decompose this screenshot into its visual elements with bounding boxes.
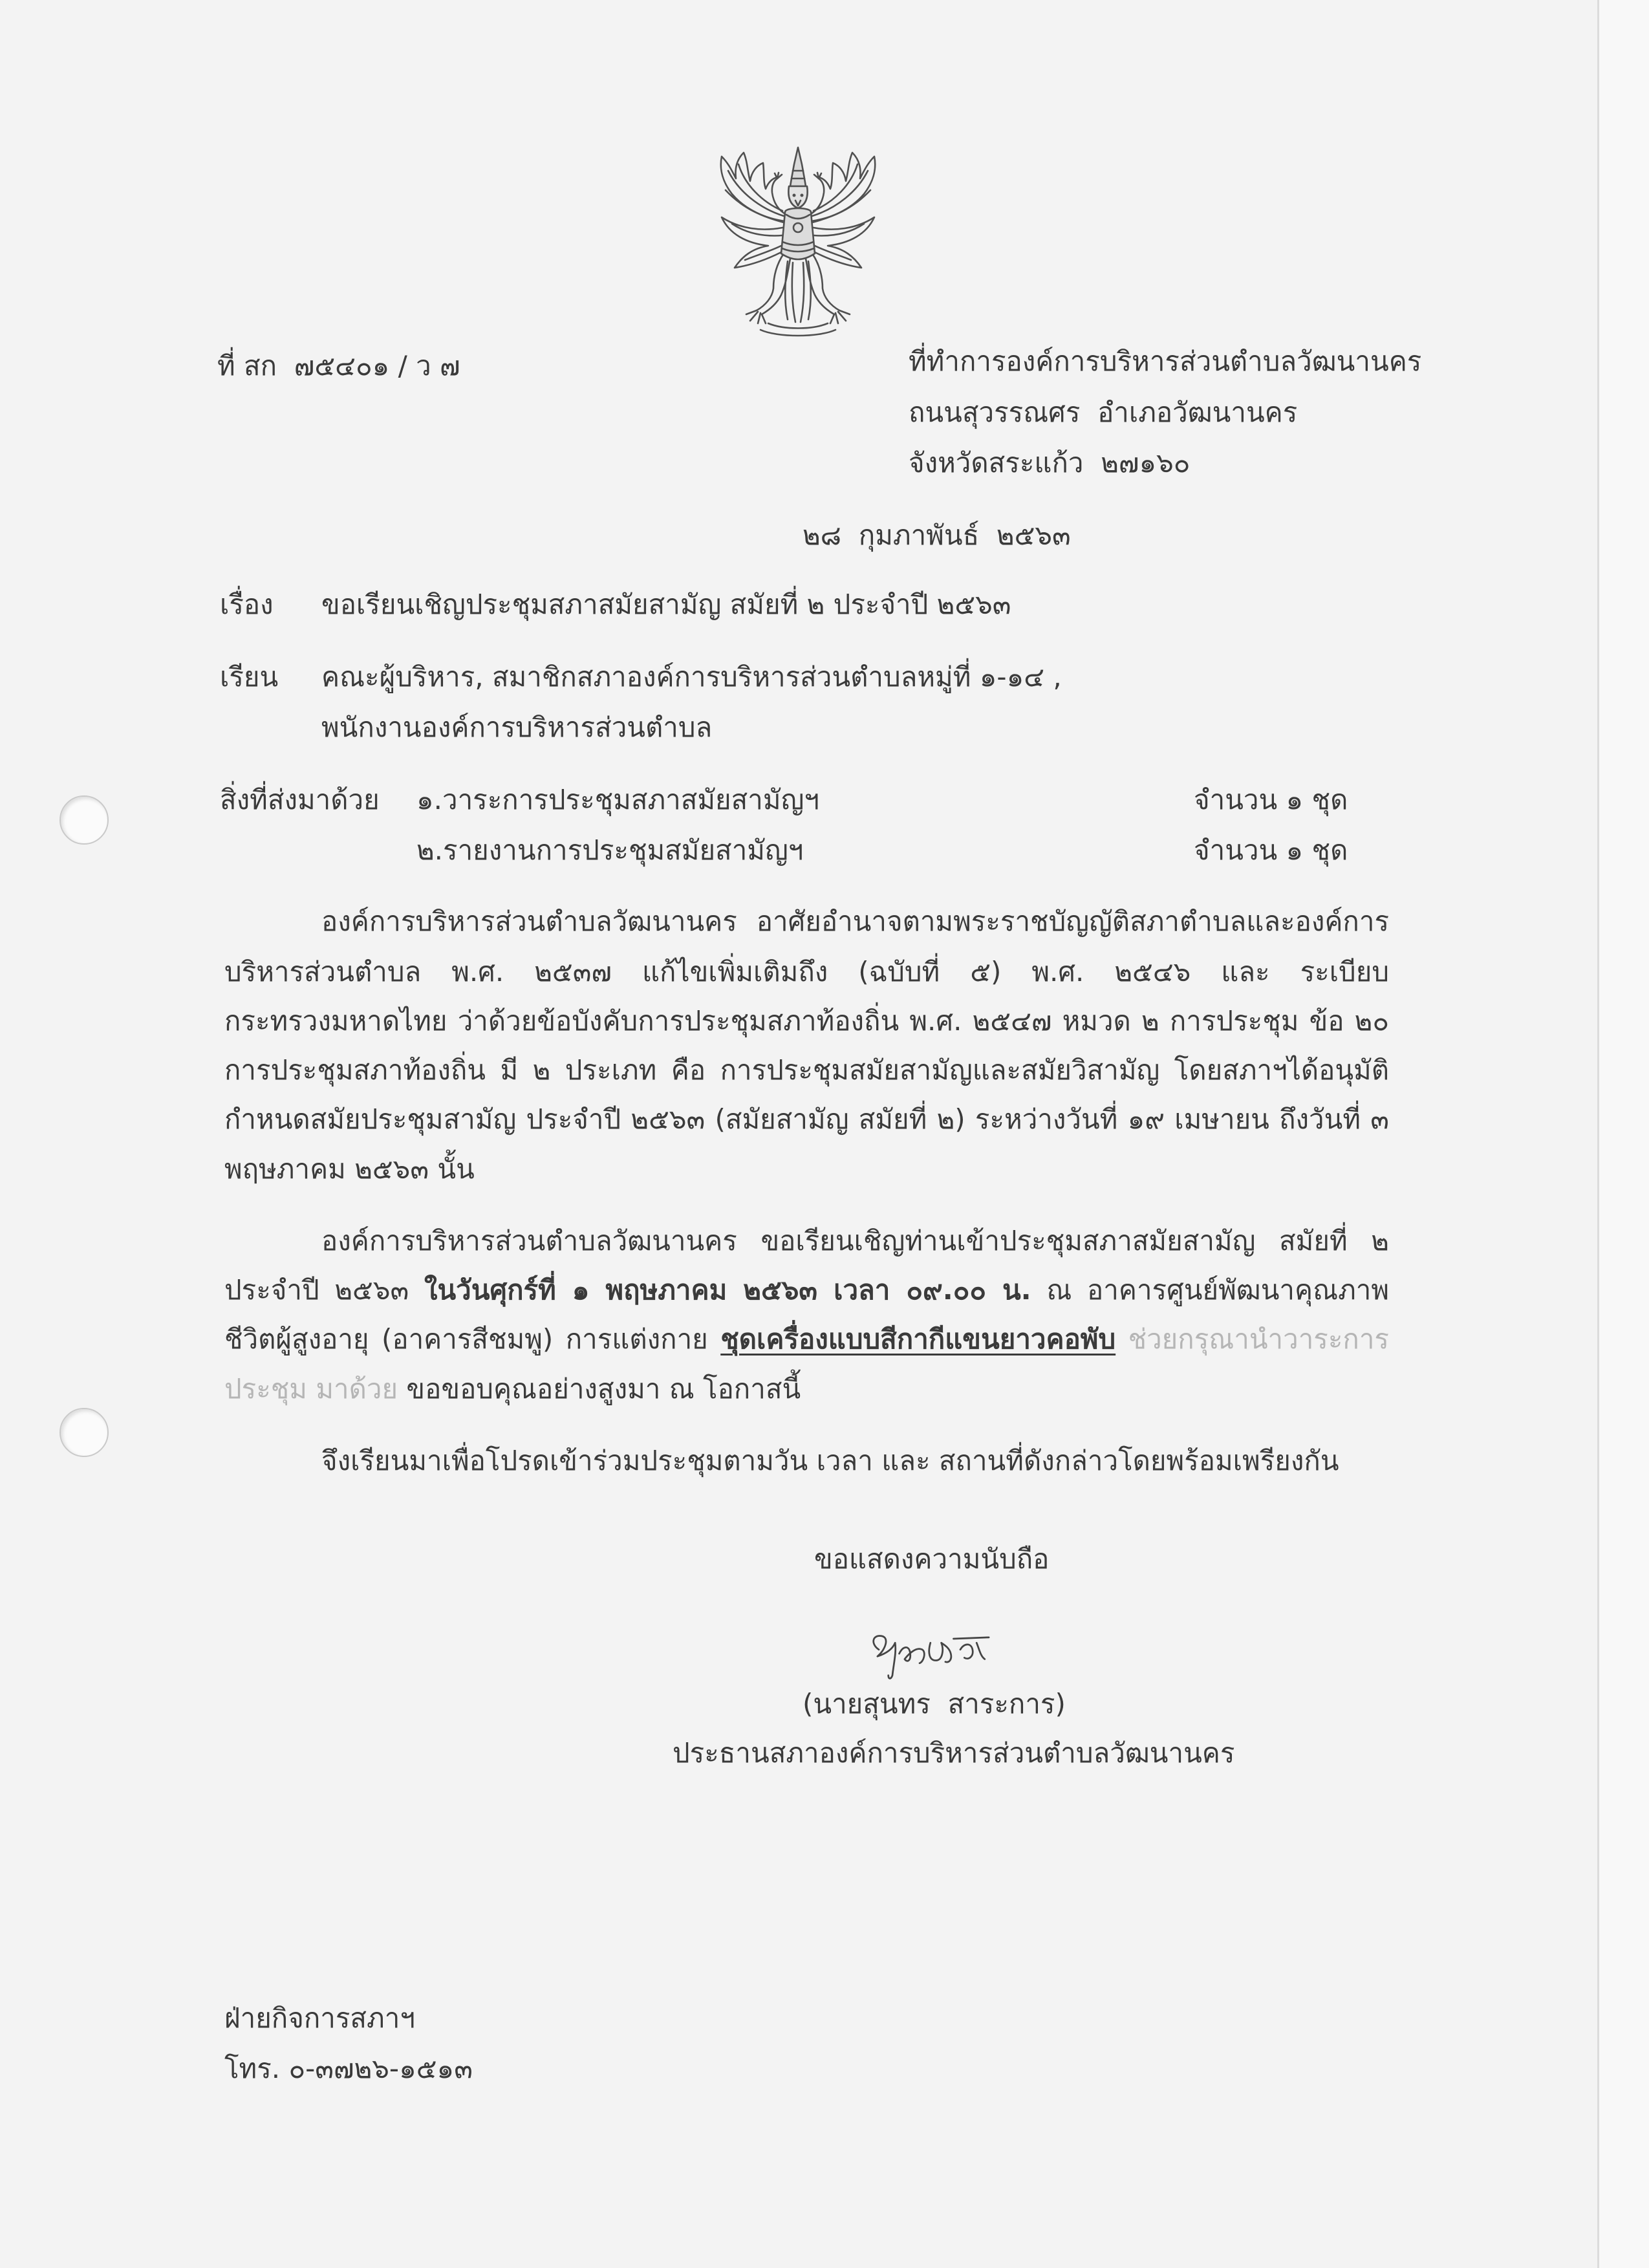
- text-segment: ขอขอบคุณอย่างสูงมา ณ โอกาสนี้: [406, 1373, 801, 1405]
- text-segment: ประจำปี ๒๕๖๓: [224, 1274, 409, 1306]
- office-address-line: จังหวัดสระแก้ว ๒๗๑๖๐: [909, 447, 1191, 479]
- enclosure-quantity: จำนวน ๑ ชุด: [1194, 784, 1348, 815]
- meeting-datetime-bold: ในวันศุกร์ที่ ๑ พฤษภาคม ๒๕๖๓ เวลา ๐๙.๐๐ น.: [424, 1274, 1031, 1306]
- enclosure-item: ๒.รายงานการประชุมสมัยสามัญฯ: [416, 834, 804, 866]
- punch-hole: [59, 795, 109, 845]
- subject-text: ขอเรียนเชิญประชุมสภาสมัยสามัญ สมัยที่ ๒ ประจำปี ๒๕๖๓: [321, 589, 1011, 620]
- paragraph-line: [224, 1315, 1389, 1364]
- closing-request: จึงเรียนมาเพื่อโปรดเข้าร่วมประชุมตามวัน เวลา และ สถานที่ดังกล่าวโดยพร้อมเพรียงกัน: [321, 1445, 1339, 1476]
- recipient-line: คณะผู้บริหาร, สมาชิกสภาองค์การบริหารส่วนตำบลหมู่ที่ ๑-๑๔ ,: [321, 661, 1062, 693]
- footer-phone: โทร. ๐-๓๗๒๖-๑๕๑๓: [224, 2053, 473, 2084]
- dress-code-bold-underline: ชุดเครื่องแบบสีกากีแขนยาวคอพับ: [720, 1323, 1116, 1355]
- enclosure-quantity: จำนวน ๑ ชุด: [1194, 834, 1348, 866]
- paragraph-line: กระทรวงมหาดไทย ว่าด้วยข้อบังคับการประชุมสภาท้องถิ่น พ.ศ. ๒๕๔๗ หมวด ๒ การประชุม ข้อ ๒๐: [224, 1005, 1389, 1037]
- footer-department: ฝ่ายกิจการสภาฯ: [224, 2002, 415, 2034]
- letter-date: ๒๘ กุมภาพันธ์ ๒๕๖๓: [803, 519, 1071, 551]
- signer-title: ประธานสภาองค์การบริหารส่วนตำบลวัฒนานคร: [673, 1737, 1235, 1769]
- paragraph-line: องค์การบริหารส่วนตำบลวัฒนานคร อาศัยอำนาจตามพระราชบัญญัติสภาตำบลและองค์การ: [321, 905, 1389, 937]
- text-segment: ณ อาคารศูนย์พัฒนาคุณภาพ: [1046, 1274, 1390, 1306]
- faded-text: ประชุม มาด้วย: [224, 1373, 398, 1405]
- enclosure-item: ๑.วาระการประชุมสภาสมัยสามัญฯ: [416, 784, 819, 815]
- office-address-line: ถนนสุวรรณศร อำเภอวัฒนานคร: [909, 396, 1298, 428]
- paragraph-line: พฤษภาคม ๒๕๖๓ นั้น: [224, 1153, 475, 1185]
- paragraph-line: [224, 1266, 1389, 1315]
- paragraph-line: บริหารส่วนตำบล พ.ศ. ๒๕๓๗ แก้ไขเพิ่มเติมถึง (ฉบับที่ ๕) พ.ศ. ๒๕๔๖ และ ระเบียบ: [224, 956, 1389, 988]
- faded-text: ช่วยกรุณานำวาระการ: [1128, 1323, 1389, 1355]
- punch-hole: [59, 1408, 109, 1457]
- signer-name: (นายสุนทร สาระการ): [803, 1688, 1066, 1720]
- recipient-line: พนักงานองค์การบริหารส่วนตำบล: [321, 711, 713, 743]
- garuda-emblem-icon: [706, 145, 890, 340]
- text-segment: ชีวิตผู้สูงอายุ (อาคารสีชมพู) การแต่งกาย: [224, 1323, 708, 1355]
- salutation: ขอแสดงความนับถือ: [814, 1543, 1050, 1575]
- subject-label: เรื่อง: [220, 589, 274, 620]
- paragraph-line: กำหนดสมัยประชุมสามัญ ประจำปี ๒๕๖๓ (สมัยสามัญ สมัยที่ ๒) ระหว่างวันที่ ๑๙ เมษายน ถึงวันที่ ๓: [224, 1103, 1389, 1135]
- recipient-label: เรียน: [220, 661, 279, 693]
- paragraph-line: การประชุมสภาท้องถิ่น มี ๒ ประเภท คือ การประชุมสมัยสามัญและสมัยวิสามัญ โดยสภาฯได้อนุมัติ: [224, 1054, 1389, 1086]
- paragraph-line: องค์การบริหารส่วนตำบลวัฒนานคร ขอเรียนเชิญท่านเข้าประชุมสภาสมัยสามัญ สมัยที่ ๒: [321, 1225, 1389, 1257]
- page-edge: [1597, 0, 1649, 2268]
- paragraph-line: [224, 1365, 801, 1414]
- reference-number: ที่ สก ๗๕๔๐๑ / ว ๗: [217, 350, 460, 382]
- handwritten-signature-icon: [865, 1622, 1001, 1684]
- enclosure-label: สิ่งที่ส่งมาด้วย: [220, 784, 380, 815]
- office-address-line: ที่ทำการองค์การบริหารส่วนตำบลวัฒนานคร: [909, 345, 1422, 377]
